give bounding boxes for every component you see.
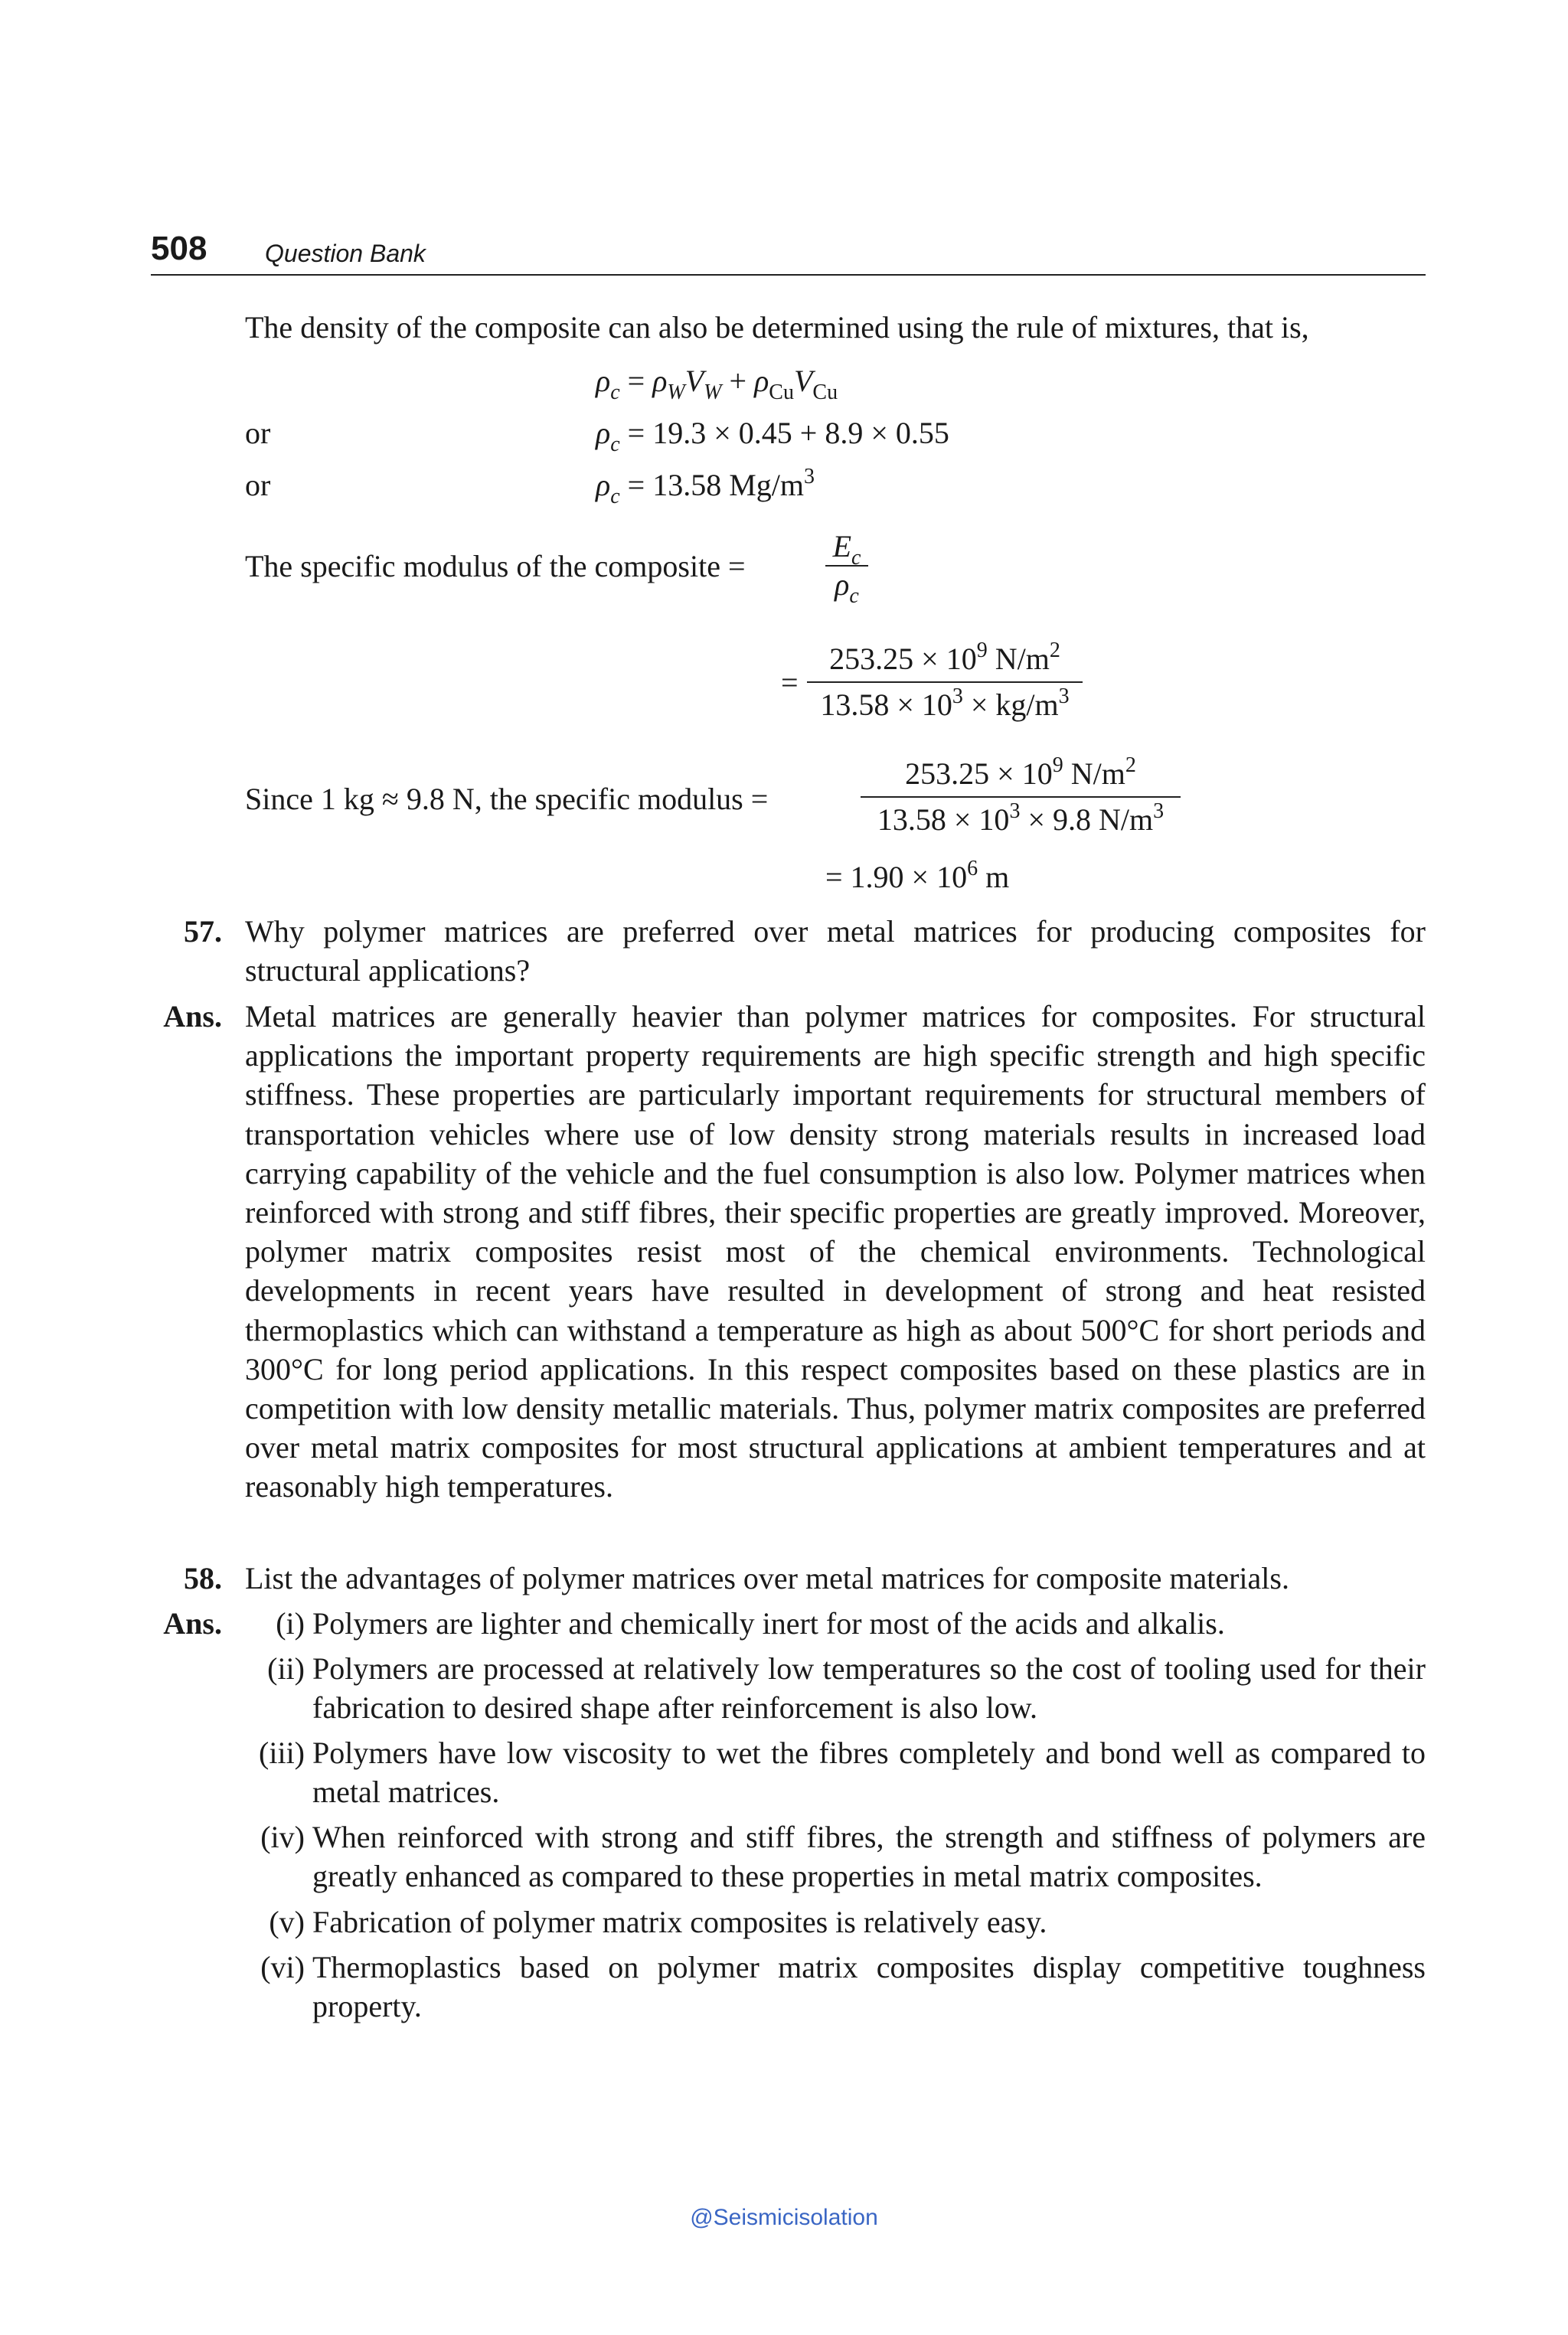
result-sup: 6 — [967, 857, 978, 880]
eq1-t1b-sub: W — [704, 380, 722, 404]
eq2-lhs: ρ — [596, 416, 611, 450]
eq3-lhs: ρ — [596, 468, 611, 502]
frac3-num: 253.25 × 10 — [905, 756, 1053, 791]
eq1-t1b: V — [684, 364, 704, 398]
frac2-den-sup: 3 — [952, 684, 963, 708]
eq1-t2b-sub: Cu — [812, 380, 838, 404]
since-label: Since 1 kg ≈ 9.8 N, the specific modulus = — [245, 782, 769, 816]
equation-density-result — [596, 465, 815, 508]
list-item-text: Fabrication of polymer matrix composites is relatively easy. — [312, 1905, 1047, 1939]
specific-modulus-result — [825, 857, 1009, 897]
footer-watermark: @Seismicisolation — [690, 2205, 878, 2230]
running-title: Question Bank — [265, 240, 426, 267]
list-item-text: Polymers have low viscosity to wet the fibres completely and bond well as compared to metal matrices. — [312, 1736, 1426, 1810]
fraction-modulus-newton — [861, 752, 1181, 842]
frac3-num-unit-sup: 2 — [1125, 753, 1136, 777]
frac3-num-sup: 9 — [1052, 753, 1063, 777]
frac2-den-rest-sup: 3 — [1058, 684, 1070, 708]
frac3-den: 13.58 × 10 — [877, 802, 1010, 837]
frac2-equals: = — [781, 665, 799, 700]
frac2-den: 13.58 × 10 — [820, 687, 952, 722]
question-number-57: 57. — [184, 914, 222, 949]
intro-text: The density of the composite can also be determined using the rule of mixtures, that is, — [245, 310, 1309, 345]
frac1-den: ρ — [835, 567, 850, 602]
list-item-text: Polymers are lighter and chemically inert for most of the acids and alkalis. — [312, 1606, 1225, 1641]
frac2-den-rest: × kg/m — [962, 687, 1059, 722]
page-number: 508 — [151, 230, 207, 267]
frac1-num: E — [832, 529, 851, 563]
list-item-label: (vi) — [260, 1950, 305, 1984]
eq1-equals: = — [627, 364, 645, 398]
frac2-num: 253.25 × 10 — [829, 642, 977, 676]
list-item-text: When reinforced with strong and stiff fibres, the strength and stiffness of polymers are greatly enhanced as compared to these properties in metal matrix composites. — [312, 1820, 1426, 1894]
specific-modulus-label: The specific modulus of the composite = — [245, 549, 746, 583]
eq2-prefix: or — [245, 416, 271, 450]
eq3-prefix: or — [245, 468, 271, 502]
question-58-text: List the advantages of polymer matrices over metal matrices for composite materials. — [245, 1561, 1289, 1595]
frac3-den-sup: 3 — [1009, 799, 1021, 823]
eq3-lhs-sub: c — [610, 485, 620, 508]
frac3-den-rest: × 9.8 N/m — [1020, 802, 1154, 837]
list-item-text: Polymers are processed at relatively low temperatures so the cost of tooling used for their fabrication to desired shape after reinforcement is also low. — [312, 1651, 1426, 1726]
eq1-t2b: V — [793, 364, 813, 398]
eq3-rhs-sup: 3 — [804, 465, 815, 488]
fraction-modulus-kg — [807, 637, 1083, 727]
header-rule — [151, 274, 1426, 276]
equation-rule-of-mixtures — [596, 361, 838, 404]
frac2-num-sup: 9 — [976, 638, 988, 662]
eq3-rhs: = 13.58 Mg/m — [627, 468, 804, 502]
frac2-num-unit: N/m — [987, 642, 1050, 676]
list-item-label: (v) — [269, 1905, 305, 1939]
eq1-lhs: ρ — [596, 364, 611, 398]
answer-label-58: Ans. — [163, 1606, 222, 1641]
eq1-lhs-sub: c — [610, 380, 620, 404]
frac1-den-sub: c — [849, 584, 859, 608]
list-item-label: (iii) — [259, 1736, 305, 1770]
question-57-text: Why polymer matrices are preferred over metal matrices for producing composites for structural applications? — [245, 914, 1426, 988]
frac2-num-unit-sup: 2 — [1049, 638, 1060, 662]
list-item-label: (ii) — [267, 1651, 305, 1686]
answer-57-text: Metal matrices are generally heavier than polymer matrices for composites. For structural applications the important property requirements are high specific strength and high specific stiffness. These properties are particularly important requirements for structural members of transportation vehicles where use of low density strong materials results in increased load carrying capability of the vehicle and the fuel consumption is also low. Polymer matrices when reinforced with strong and stiff fibres, their specific properties are greatly improved. Moreover, polymer matrix composites resist most of the chemical environments. Technological developments in recent years have resulted in development of strong and heat resisted thermoplastics which can withstand a temperature as high as about 500°C for short periods and 300°C for long period applications. In this respect composites based on these plastics are in competition with low density metallic materials. Thus, polymer matrix composites are preferred over metal matrix composites for most structural applications at ambient temperatures and at reasonably high temperatures. — [245, 999, 1426, 1504]
result-unit: m — [978, 860, 1010, 894]
frac3-num-unit: N/m — [1063, 756, 1125, 791]
eq1-plus: + — [729, 364, 747, 398]
list-item-text: Thermoplastics based on polymer matrix composites display competitive toughness property. — [312, 1950, 1426, 2024]
eq2-rhs: = 19.3 × 0.45 + 8.9 × 0.55 — [627, 416, 949, 450]
fraction-ec-over-rhoc — [825, 528, 868, 608]
question-number-58: 58. — [184, 1561, 222, 1595]
eq1-t1: ρ — [652, 364, 668, 398]
eq1-t2: ρ — [754, 364, 769, 398]
eq1-t2-sub: Cu — [769, 380, 794, 404]
equation-density-values — [596, 413, 949, 456]
answer-label-57: Ans. — [163, 999, 222, 1034]
result-value: = 1.90 × 10 — [825, 860, 968, 894]
eq1-t1-sub: W — [667, 380, 685, 404]
list-item-label: (i) — [276, 1606, 305, 1641]
list-item-label: (iv) — [260, 1820, 305, 1854]
frac3-den-rest-sup: 3 — [1153, 799, 1165, 823]
eq2-lhs-sub: c — [610, 433, 620, 456]
frac1-num-sub: c — [851, 546, 861, 570]
